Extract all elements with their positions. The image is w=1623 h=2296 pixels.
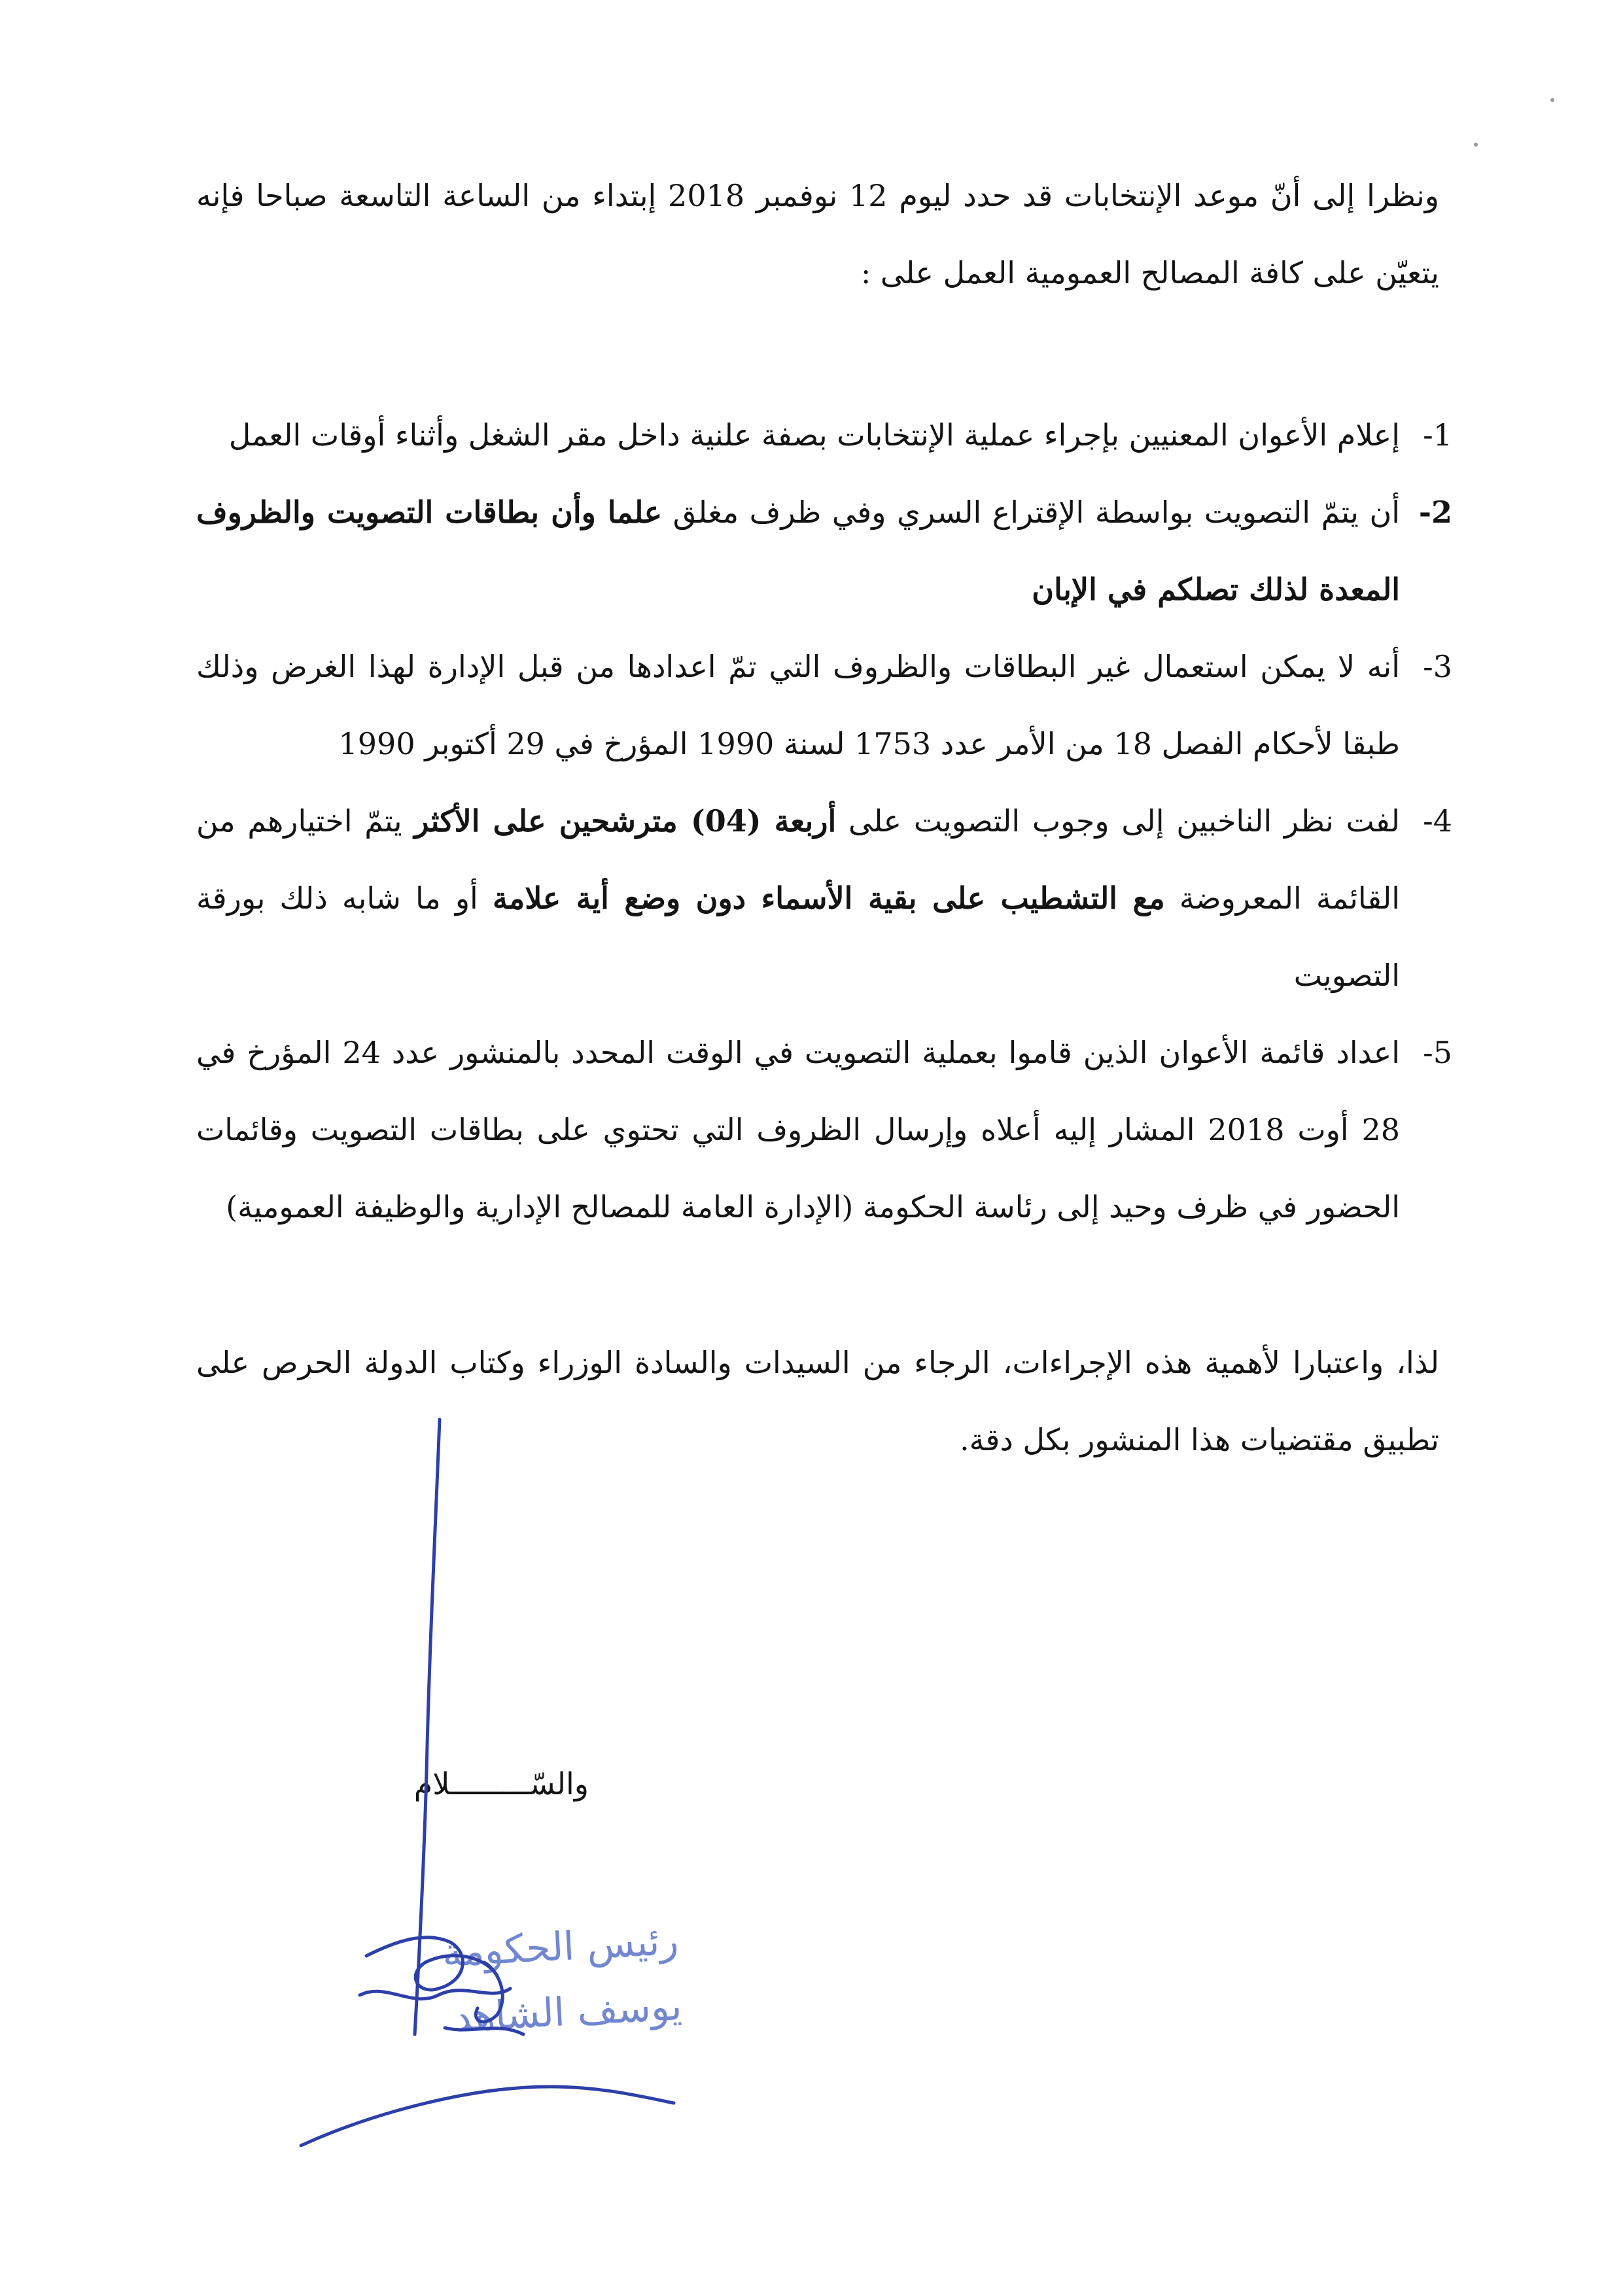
closing-paragraph: لذا، واعتبارا لأهمية هذه الإجراءات، الرجاء من السيدات والسادة الوزراء وكتاب الدولة الحرص على تطبيق مقتضيات هذا المنشور بكل دقة. xyxy=(196,1345,1439,1457)
item-number: 2- xyxy=(1418,495,1452,530)
stamp-line-name: يوسف الشاهد xyxy=(452,1983,684,2042)
list-item-3 xyxy=(196,628,1452,782)
list-item-1 xyxy=(196,396,1452,474)
item-number: 1- xyxy=(1423,417,1452,453)
item-number: 3- xyxy=(1423,649,1452,684)
list-item-5 xyxy=(196,1014,1452,1245)
signature-icon xyxy=(275,1406,733,2191)
item-bold-text: أربعة (04) مترشحين على الأكثر xyxy=(414,803,837,839)
item-bold-text: علما وأن بطاقات التصويت والظروف المعدة لذلك تصلكم في الإبان xyxy=(196,495,1400,607)
item-text: اعداد قائمة الأعوان الذين قاموا بعملية التصويت في الوقت المحدد بالمنشور عدد 24 المؤرخ في 28 أوت 2018 المشار إليه أعلاه وإرسال الظروف التي تحتوي على بطاقات التصويت وقائمات الحضور في ظرف وحيد إلى رئاسة الحكومة (الإدارة العامة للمصالح الإدارية والوظيفة العمومية) xyxy=(196,1035,1401,1225)
item-number: 5- xyxy=(1423,1035,1452,1070)
scan-speck xyxy=(1474,143,1478,147)
list-item-4 xyxy=(196,782,1452,1014)
item-text: أن يتمّ التصويت بواسطة الإقتراع السري وفي ظرف مغلق xyxy=(672,495,1401,530)
item-bold-text: مع التشطيب على بقية الأسماء دون وضع أية علامة xyxy=(492,880,1165,916)
document-body xyxy=(196,157,1452,1478)
item-text: أو ما شابه ذلك بورقة التصويت xyxy=(196,880,1400,993)
list-item-2 xyxy=(196,474,1452,628)
item-text: يتمّ اختيارهم من القائمة المعروضة xyxy=(196,803,1401,916)
item-text: إعلام الأعوان المعنيين بإجراء عملية الإنتخابات بصفة علنية داخل مقر الشغل وأثناء أوقات العمل xyxy=(228,417,1400,453)
salutation: والسّـــــــــلام xyxy=(413,1766,589,1801)
scan-speck xyxy=(1550,98,1554,102)
item-number: 4- xyxy=(1423,803,1452,839)
stamp-line-title: رئيس الحكومة xyxy=(441,1918,680,1976)
item-text: أنه لا يمكن استعمال غير البطاقات والظروف التي تمّ اعدادها من قبل الإدارة لهذا الغرض وذلك طبقا لأحكام الفصل 18 من الأمر عدد 1753 لسنة 1990 المؤرخ في 29 أكتوبر 1990 xyxy=(196,649,1400,761)
intro-paragraph: ونظرا إلى أنّ موعد الإنتخابات قد حدد ليوم 12 نوفمبر 2018 إبتداء من الساعة التاسعة صباحا فإنه يتعيّن على كافة المصالح العمومية العمل على : xyxy=(196,178,1439,290)
item-text: لفت نظر الناخبين إلى وجوب التصويت على xyxy=(848,803,1400,839)
